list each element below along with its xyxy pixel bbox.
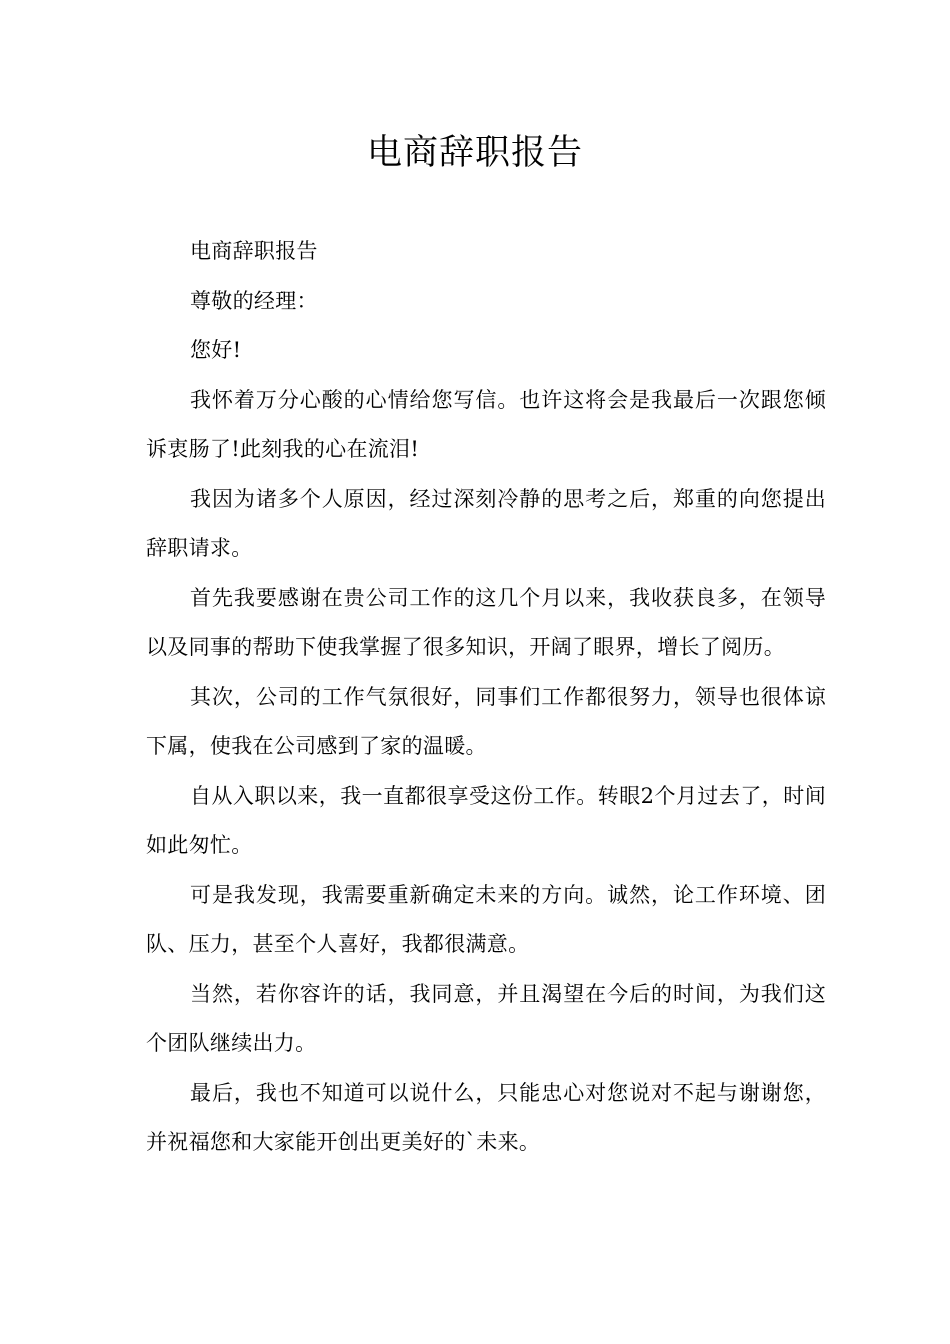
paragraph-body: 可是我发现，我需要重新确定未来的方向。诚然，论工作环境、团队、压力，甚至个人喜好，我都很满意。 — [146, 882, 826, 956]
paragraph-body: 自从入职以来，我一直都很享受这份工作。转眼2个月过去了，时间如此匆忙。 — [146, 783, 826, 857]
paragraph-salutation: 尊敬的经理： — [190, 288, 318, 313]
document-body — [146, 227, 826, 1168]
paragraph-heading: 电商辞职报告 — [190, 239, 318, 263]
paragraph-body: 我怀着万分心酸的心情给您写信。也许这将会是我最后一次跟您倾诉衷肠了!此刻我的心在流泪! — [146, 387, 826, 461]
paragraph-body: 其次，公司的工作气氛很好，同事们工作都很努力，领导也很体谅下属，使我在公司感到了家的温暖。 — [146, 684, 826, 758]
paragraph-greeting: 您好! — [190, 338, 242, 362]
paragraph-body: 当然，若你容许的话，我同意，并且渴望在今后的时间，为我们这个团队继续出力。 — [146, 981, 826, 1055]
paragraph-body: 首先我要感谢在贵公司工作的这几个月以来，我收获良多，在领导以及同事的帮助下使我掌握了很多知识，开阔了眼界，增长了阅历。 — [146, 585, 826, 659]
document-title: 电商辞职报告 — [366, 133, 583, 173]
paragraph-body: 我因为诸多个人原因，经过深刻冷静的思考之后，郑重的向您提出辞职请求。 — [146, 486, 826, 560]
paragraph-closing: 最后，我也不知道可以说什么，只能忠心对您说对不起与谢谢您，并祝福您和大家能开创出更美好的`未来。 — [146, 1080, 826, 1154]
